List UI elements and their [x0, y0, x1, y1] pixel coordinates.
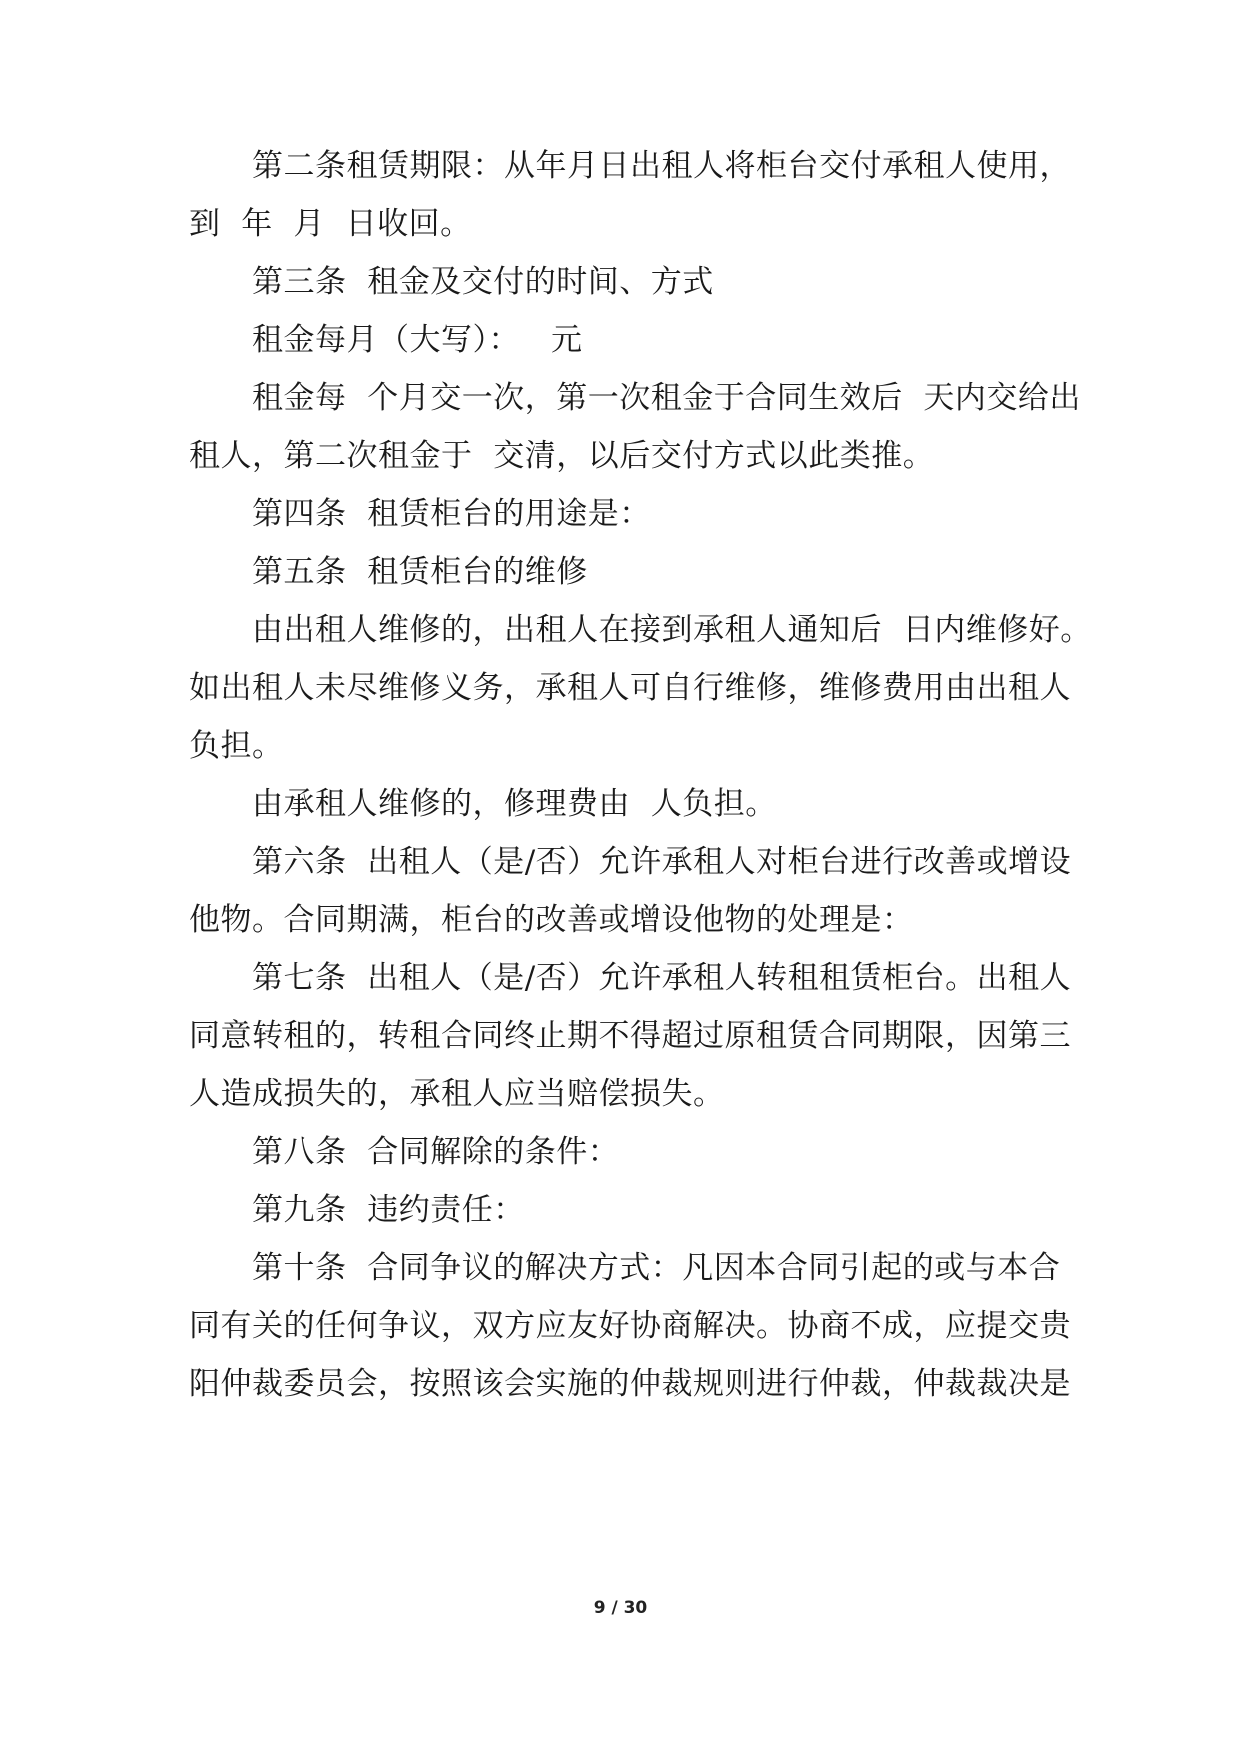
text-line: 到 年 月 日收回。 [189, 206, 472, 242]
text-line: 负担。 [189, 728, 284, 764]
text-line: 第六条 出租人（是/否）允许承租人对柜台进行改善或增设 [252, 844, 1072, 880]
text-line: 第四条 租赁柜台的用途是： [252, 496, 651, 532]
text-line: 第七条 出租人（是/否）允许承租人转租租赁柜台。出租人 [252, 960, 1072, 996]
text-line: 第九条 违约责任： [252, 1192, 525, 1228]
text-line: 租人，第二次租金于 交清，以后交付方式以此类推。 [189, 438, 935, 474]
text-line: 由出租人维修的，出租人在接到承租人通知后 日内维修好。 [252, 612, 1092, 648]
text-line: 租金每 个月交一次，第一次租金于合同生效后 天内交给出 [252, 380, 1081, 416]
page-number: 9 / 30 [593, 1598, 648, 1618]
text-line: 第八条 合同解除的条件： [252, 1134, 620, 1170]
text-line: 阳仲裁委员会，按照该会实施的仲裁规则进行仲裁，仲裁裁决是 [189, 1366, 1071, 1402]
text-line: 人造成损失的，承租人应当赔偿损失。 [189, 1076, 725, 1112]
text-line: 第五条 租赁柜台的维修 [252, 554, 588, 590]
text-line: 他物。合同期满，柜台的改善或增设他物的处理是： [189, 902, 914, 938]
text-line: 第十条 合同争议的解决方式：凡因本合同引起的或与本合 [252, 1250, 1061, 1286]
text-line: 同有关的任何争议，双方应友好协商解决。协商不成，应提交贵 [189, 1308, 1071, 1344]
text-line: 如出租人未尽维修义务，承租人可自行维修，维修费用由出租人 [189, 670, 1071, 706]
text-line: 同意转租的，转租合同终止期不得超过原租赁合同期限，因第三 [189, 1018, 1071, 1054]
text-line: 租金每月（大写）： 元 [252, 322, 583, 358]
text-line: 第三条 租金及交付的时间、方式 [252, 264, 714, 300]
text-line: 由承租人维修的，修理费由 人负担。 [252, 786, 777, 822]
text-line: 第二条租赁期限：从年月日出租人将柜台交付承租人使用， [252, 148, 1071, 184]
